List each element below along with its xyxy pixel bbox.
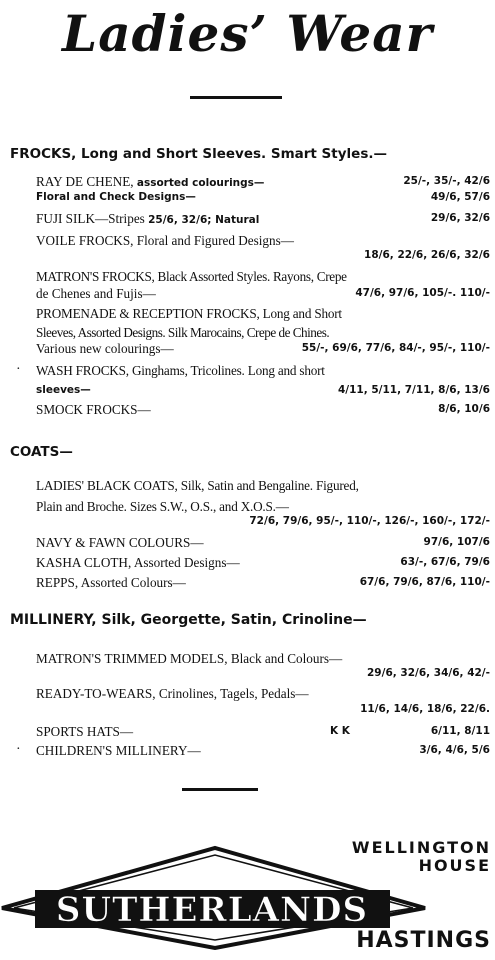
frocks-heading: FROCKS, Long and Short Sleeves. Smart Styles.—: [10, 146, 387, 162]
ray-name: RAY DE CHENE,: [36, 174, 134, 189]
fuji-price: 29/6, 32/6: [430, 212, 490, 224]
childrens-price: 3/6, 4/6, 5/6: [419, 744, 490, 756]
list-bullet: ·: [16, 742, 21, 757]
black-coats-price: 72/6, 79/6, 95/-, 110/-, 126/-, 160/-, 172/-: [249, 515, 490, 527]
ready-to-wear-price: 11/6, 14/6, 18/6, 22/6.: [360, 703, 490, 715]
sports-hats-price: 6/11, 8/11: [430, 725, 490, 737]
wash-line2: sleeves—: [36, 384, 91, 396]
ad-title: Ladies’ Wear: [62, 4, 433, 63]
house-line2: HOUSE: [418, 856, 491, 875]
navy-line: NAVY & FAWN COLOURS—: [36, 535, 204, 550]
smock-line: SMOCK FROCKS—: [36, 402, 151, 417]
smock-price: 8/6, 10/6: [438, 403, 490, 415]
matron-models-line: MATRON'S TRIMMED MODELS, Black and Colours—: [36, 651, 343, 666]
promenade-line: PROMENADE & RECEPTION FROCKS, Long and Short: [36, 306, 342, 321]
bottom-rule: [182, 788, 258, 791]
ray-desc: assorted colourings—: [136, 177, 265, 189]
kasha-line: KASHA CLOTH, Assorted Designs—: [36, 555, 240, 570]
promenade-line2: Sleeves, Assorted Designs. Silk Marocains, Crepe de Chines.: [36, 325, 330, 340]
floral-line: Floral and Check Designs—: [36, 191, 196, 203]
navy-price: 97/6, 107/6: [423, 536, 490, 548]
promenade-price: 55/-, 69/6, 77/6, 84/-, 95/-, 110/-: [301, 342, 490, 354]
voile-price: 18/6, 22/6, 26/6, 32/6: [364, 249, 490, 261]
kasha-price: 63/-, 67/6, 79/6: [400, 556, 490, 568]
ready-to-wear-line: READY-TO-WEARS, Crinolines, Tagels, Pedals—: [36, 686, 309, 701]
childrens-line: CHILDREN'S MILLINERY—: [36, 743, 201, 758]
floral-price: 49/6, 57/6: [430, 191, 490, 203]
list-bullet: ·: [16, 362, 21, 377]
title-rule: [190, 96, 282, 99]
ray-price: 25/-, 35/-, 42/6: [403, 175, 490, 187]
fuji-name: FUJI SILK—Stripes: [36, 211, 145, 226]
sports-hats-mid: K K: [330, 725, 350, 737]
fuji-mid: 25/6, 32/6; Natural: [148, 214, 260, 226]
matron-frocks-line: MATRON'S FROCKS, Black Assorted Styles. Rayons, Crepe: [36, 269, 347, 284]
promenade-line3: Various new colourings—: [36, 341, 174, 356]
black-coats-line: LADIES' BLACK COATS, Silk, Satin and Bengaline. Figured,: [36, 478, 359, 493]
matron-frocks-price: 47/6, 97/6, 105/-. 110/-: [355, 287, 490, 299]
voile-line: VOILE FROCKS, Floral and Figured Designs—: [36, 233, 294, 248]
fuji-line: [36, 211, 492, 228]
repps-price: 67/6, 79/6, 87/6, 110/-: [359, 576, 490, 588]
repps-line: REPPS, Assorted Colours—: [36, 575, 186, 590]
logo-brand-text: SUTHERLANDS: [55, 890, 369, 930]
wash-line: WASH FROCKS, Ginghams, Tricolines. Long and short: [36, 363, 325, 378]
matron-models-price: 29/6, 32/6, 34/6, 42/-: [367, 667, 490, 679]
matron-frocks-line2: de Chenes and Fujis—: [36, 286, 156, 301]
coats-heading: COATS—: [10, 444, 73, 460]
millinery-heading: MILLINERY, Silk, Georgette, Satin, Crinoline—: [10, 612, 367, 628]
sports-hats-line: SPORTS HATS—: [36, 724, 134, 739]
town-name: HASTINGS: [356, 928, 491, 953]
wash-price: 4/11, 5/11, 7/11, 8/6, 13/6: [337, 384, 490, 396]
house-line1: WELLINGTON: [351, 838, 491, 857]
black-coats-line2: Plain and Broche. Sizes S.W., O.S., and X.O.S.—: [36, 499, 289, 514]
